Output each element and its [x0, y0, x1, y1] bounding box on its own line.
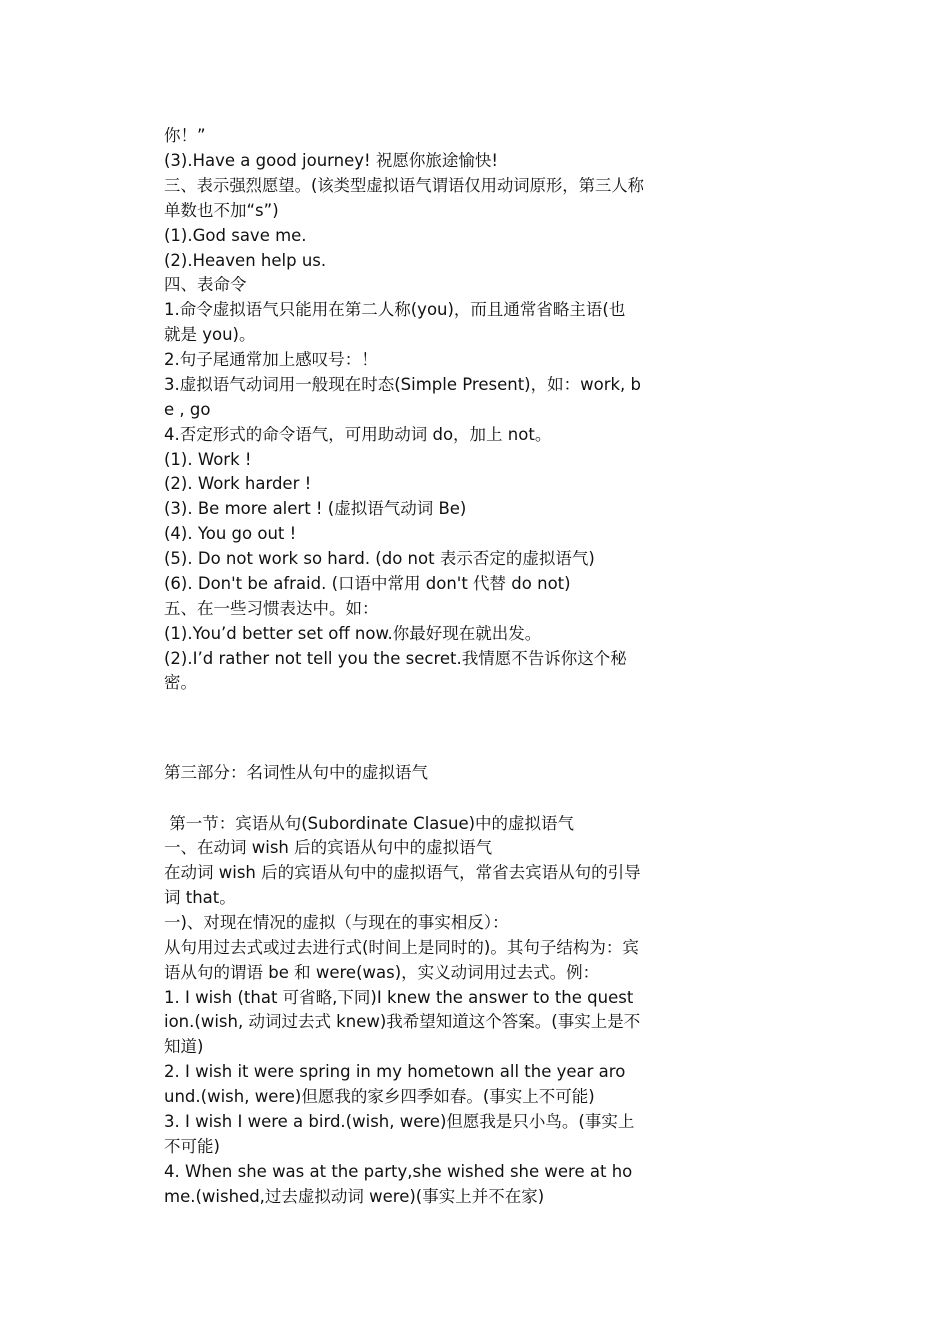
text-line: 单数也不加“s”)	[164, 201, 279, 220]
example-line: und.(wish, were)但愿我的家乡四季如春。(事实上不可能)	[164, 1087, 595, 1106]
text-line: 密。	[164, 673, 197, 692]
section-heading: 五、在一些习惯表达中。如：	[164, 599, 379, 618]
example-line: (2). Work harder !	[164, 474, 312, 493]
text-line: (1).God save me.	[164, 226, 307, 245]
example-line: me.(wished,过去虚拟动词 were)(事实上并不在家)	[164, 1187, 545, 1206]
text-line: 三、表示强烈愿望。(该类型虚拟语气谓语仅用动词原形，第三人称	[164, 176, 644, 195]
text-line: 2.句子尾通常加上感叹号：！	[164, 350, 378, 369]
part-heading: 第三部分：名词性从句中的虚拟语气	[164, 763, 428, 782]
subsection-heading: 第一节：宾语从句(Subordinate Clasue)中的虚拟语气	[164, 814, 575, 833]
text-line: 在动词 wish 后的宾语从句中的虚拟语气，常省去宾语从句的引导	[164, 863, 641, 882]
example-line: (1). Work !	[164, 450, 252, 469]
text-line: 不可能)	[164, 1137, 220, 1156]
example-line: (5). Do not work so hard. (do not 表示否定的虚拟语气)	[164, 549, 595, 568]
example-line: (1).You’d better set off now.你最好现在就出发。	[164, 624, 542, 643]
example-line: 1. I wish (that 可省略,下同)I knew the answer to the quest	[164, 988, 634, 1007]
example-line: (2).I’d rather not tell you the secret.我情愿不告诉你这个秘	[164, 649, 627, 668]
text-line: (3).Have a good journey! 祝愿你旅途愉快!	[164, 151, 499, 170]
text-line: 知道)	[164, 1037, 204, 1056]
section-heading: 一、在动词 wish 后的宾语从句中的虚拟语气	[164, 838, 493, 857]
section-heading: 一)、对现在情况的虚拟（与现在的事实相反）：	[164, 913, 509, 932]
text-line: 从句用过去式或过去进行式(时间上是同时的)。其句子结构为：宾	[164, 938, 639, 957]
text-line: 3.虚拟语气动词用一般现在时态(Simple Present)，如：work, b	[164, 375, 642, 394]
example-line: ion.(wish, 动词过去式 knew)我希望知道这个答案。(事实上是不	[164, 1012, 641, 1031]
example-line: 3. I wish I were a bird.(wish, were)但愿我是只小鸟。(事实上	[164, 1112, 635, 1131]
text-line: 语从句的谓语 be 和 were(was)，实义动词用过去式。例：	[164, 963, 600, 982]
example-line: (6). Don't be afraid. (口语中常用 don't 代替 do not)	[164, 574, 571, 593]
text-line: 就是 you)。	[164, 325, 256, 344]
example-line: 4. When she was at the party,she wished she were at ho	[164, 1162, 633, 1181]
text-line: 你！”	[164, 126, 206, 145]
example-line: 2. I wish it were spring in my hometown all the year aro	[164, 1062, 626, 1081]
text-line: 4.否定形式的命令语气，可用助动词 do，加上 not。	[164, 425, 552, 444]
text-line: 词 that。	[164, 888, 236, 907]
example-line: (3). Be more alert ! (虚拟语气动词 Be)	[164, 499, 467, 518]
section-heading: 四、表命令	[164, 275, 247, 294]
example-line: (4). You go out !	[164, 524, 297, 543]
text-line: 1.命令虚拟语气只能用在第二人称(you)，而且通常省略主语(也	[164, 300, 626, 319]
text-line: (2).Heaven help us.	[164, 251, 327, 270]
text-line: e , go	[164, 400, 211, 419]
